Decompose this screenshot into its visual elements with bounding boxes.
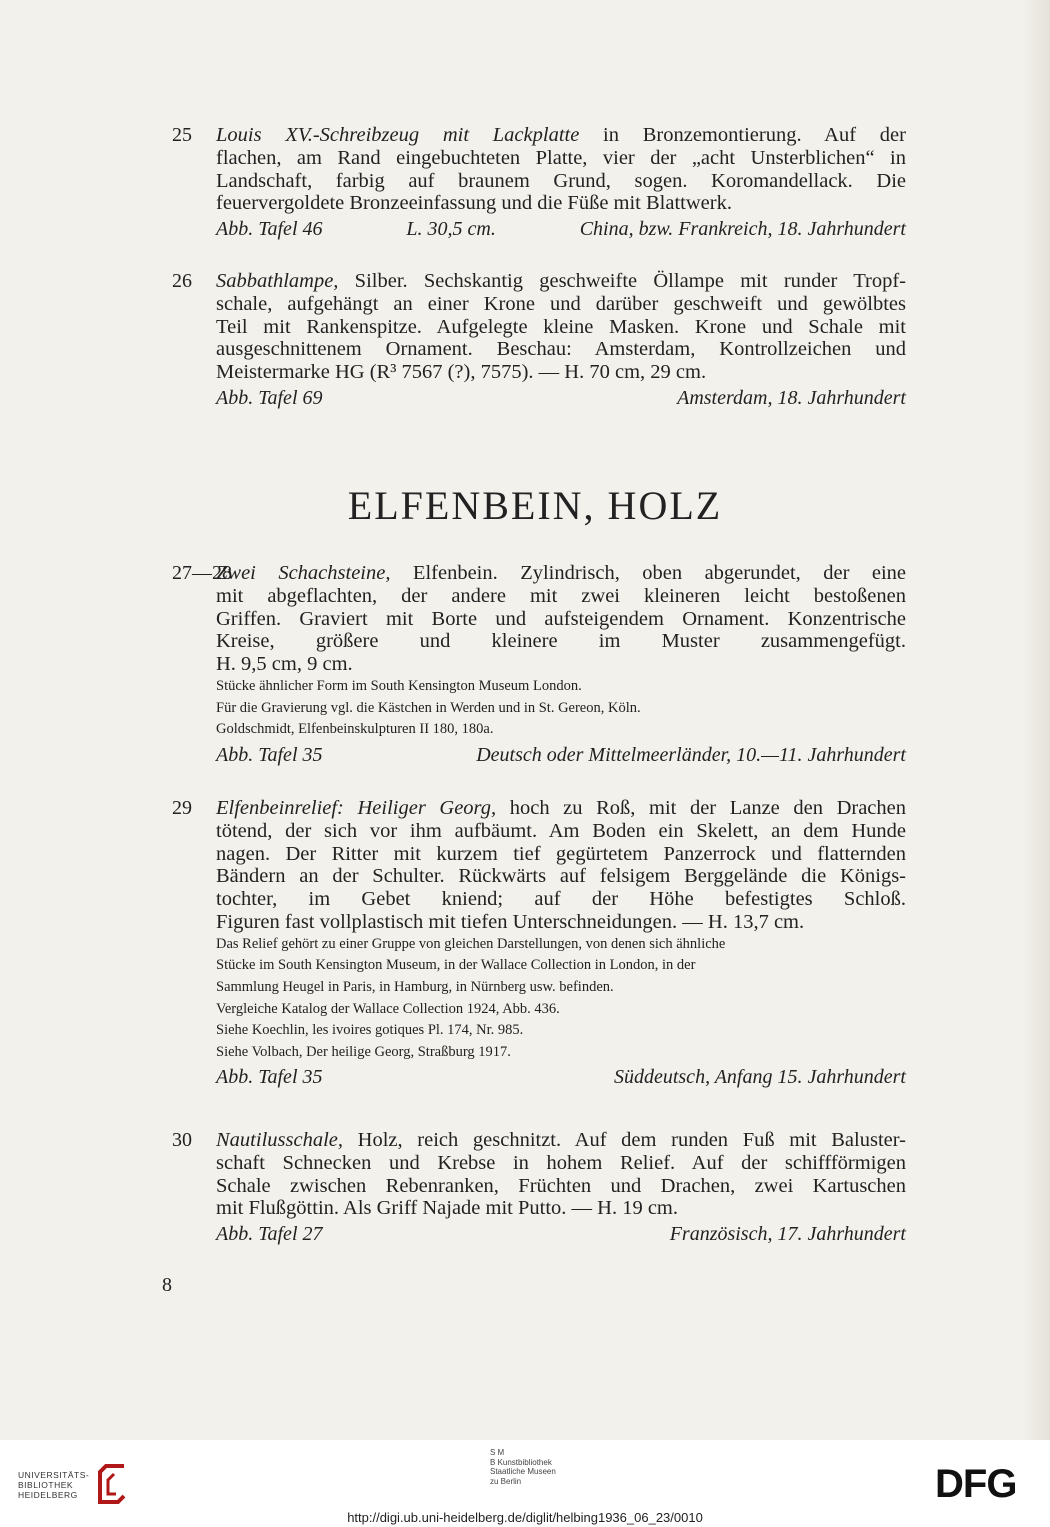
- entry-text: schaft Schnecken und Krebse in hohem Relief. Auf der schiffförmigen: [216, 1151, 906, 1174]
- university-logo-icon: [94, 1462, 134, 1506]
- entry-line: [216, 361, 906, 384]
- entry-line: [216, 653, 906, 676]
- entry-note: Siehe Volbach, Der heilige Georg, Straßburg 1917.: [216, 1043, 511, 1060]
- entry-line: [216, 888, 906, 911]
- entry-text: schale, aufgehängt an einer Krone und darüber geschweift und gewölbtes: [216, 292, 906, 315]
- entry-reference: Abb. Tafel 46: [216, 218, 323, 241]
- entry-title: Louis XV.-Schreibzeug mit Lackplatte: [216, 124, 580, 146]
- university-line: UNIVERSITÄTS-: [18, 1470, 90, 1480]
- entry-line: [216, 170, 906, 193]
- entry-note: Goldschmidt, Elfenbeinskulpturen II 180, 180a.: [216, 721, 494, 738]
- stamp-line: B Kunstbibliothek: [490, 1457, 552, 1467]
- entry-body: [216, 797, 906, 1089]
- entry-text: tötend, der sich vor ihm aufbäumt. Am Boden ein Skelett, an dem Hunde: [216, 819, 906, 842]
- entry-line: [216, 630, 906, 653]
- entry-line: [216, 338, 906, 361]
- university-line: BIBLIOTHEK: [18, 1480, 74, 1490]
- entry-text: Figuren fast vollplastisch mit tiefen Unterschneidungen. — H. 13,7 cm.: [216, 910, 805, 933]
- entry-body: [216, 270, 906, 410]
- entry-line: [216, 797, 906, 820]
- entry-text: mit abgeflachten, der andere mit zwei kleineren leicht bestoßenen: [216, 584, 906, 607]
- entry-text: Silber. Sechskantig geschweifte Öllampe mit runder Tropf-: [338, 270, 906, 292]
- stamp-line: zu Berlin: [490, 1476, 522, 1486]
- entry-text: ausgeschnittenem Ornament. Beschau: Amsterdam, Kontrollzeichen und: [216, 338, 906, 361]
- entry-number: 26: [172, 270, 192, 292]
- section-heading: ELFENBEIN, HOLZ: [347, 483, 723, 528]
- page-edge: [1022, 0, 1050, 1440]
- dfg-logo: DFG: [935, 1462, 1017, 1506]
- stamp-line: S M: [490, 1448, 505, 1457]
- entry-text: Griffen. Graviert mit Borte und aufsteigendem Ornament. Konzentrische: [216, 607, 906, 630]
- entry-reference: Amsterdam, 18. Jahrhundert: [677, 386, 906, 409]
- entry-line: [216, 820, 906, 843]
- entry-reference: Abb. Tafel 69: [216, 386, 323, 409]
- entry-line: [216, 192, 906, 215]
- entry-reference: Abb. Tafel 27: [216, 1223, 323, 1246]
- entry-text: Schale zwischen Rebenranken, Früchten und Drachen, zwei Kartuschen: [216, 1174, 906, 1197]
- entry-text: feuervergoldete Bronzeeinfassung und die Füße mit Blattwerk.: [216, 192, 732, 215]
- entry-body: [216, 562, 906, 767]
- entry-text: H. 9,5 cm, 9 cm.: [216, 653, 353, 676]
- entry-line: [216, 585, 906, 608]
- entry-title: Nautilusschale,: [216, 1129, 343, 1151]
- entry-text: nagen. Der Ritter mit kurzem tief gegürtetem Panzerrock und flatternden: [216, 842, 906, 865]
- entry-line: [216, 1152, 906, 1175]
- entry-reference: China, bzw. Frankreich, 18. Jahrhundert: [579, 218, 906, 241]
- footer-bar: [0, 1440, 1050, 1527]
- entry-text: hoch zu Roß, mit der Lanze den Drachen: [496, 797, 906, 819]
- entry-note: Für die Gravierung vgl. die Kästchen in Werden und in St. Gereon, Köln.: [216, 699, 641, 716]
- entry-reference-line: [216, 1223, 906, 1246]
- entry-title: Elfenbeinrelief: Heiliger Georg,: [216, 797, 497, 819]
- entry-number: 29: [172, 797, 192, 819]
- museum-stamp: [490, 1448, 556, 1486]
- entry-text: Teil mit Rankenspitze. Aufgelegte kleine Masken. Krone und Schale mit: [216, 315, 906, 338]
- entry-line: [216, 316, 906, 339]
- entry-text: Kreise, größere und kleinere im Muster zusammengefügt.: [216, 630, 906, 653]
- entry-line: [216, 865, 906, 888]
- entry-note: Stücke im South Kensington Museum, in der Wallace Collection in London, in der: [216, 957, 696, 974]
- entry-line: [216, 1197, 906, 1220]
- entry-text: Holz, reich geschnitzt. Auf dem runden Fuß mit Baluster-: [342, 1129, 906, 1151]
- entry-line: [216, 270, 906, 293]
- entry-line: [216, 147, 906, 170]
- entry-text: flachen, am Rand eingebuchteten Platte, vier der „acht Unsterblichen“ in: [216, 146, 906, 169]
- entry-number: 30: [172, 1129, 192, 1151]
- entry-text: tochter, im Gebet kniend; auf der Höhe befestigtes Schloß.: [216, 888, 906, 911]
- entry-reference: L. 30,5 cm.: [406, 218, 496, 241]
- entry-note: Sammlung Heugel in Paris, in Hamburg, in Nürnberg usw. befinden.: [216, 978, 614, 995]
- entry-reference-line: [216, 387, 906, 410]
- entry-text: Landschaft, farbig auf braunem Grund, sogen. Koromandellack. Die: [216, 169, 906, 192]
- page-number: 8: [162, 1274, 172, 1296]
- entry-reference: Französisch, 17. Jahrhundert: [669, 1223, 906, 1246]
- entry-text: mit Flußgöttin. Als Griff Najade mit Putto. — H. 19 cm.: [216, 1197, 679, 1220]
- entry-note: Das Relief gehört zu einer Gruppe von gleichen Darstellungen, von denen sich ähnliche: [216, 935, 726, 952]
- entry-body: [216, 124, 906, 241]
- entry-number: 27—28: [172, 562, 232, 584]
- entry-title: Sabbathlampe,: [216, 270, 339, 292]
- entry-number: 25: [172, 124, 192, 146]
- entry-text: Meistermarke HG (R³ 7567 (?), 7575). — H. 70 cm, 29 cm.: [216, 361, 707, 384]
- entry-title: Zwei Schachsteine,: [216, 562, 391, 584]
- entry-line: [216, 843, 906, 866]
- entry-body: [216, 1129, 906, 1246]
- stamp-line: Staatliche Museen: [490, 1467, 556, 1476]
- entry-line: [216, 911, 906, 934]
- entry-reference: Abb. Tafel 35: [216, 1066, 323, 1089]
- entry-reference: Deutsch oder Mittelmeerländer, 10.—11. Jahrhundert: [476, 743, 906, 766]
- entry-reference-line: [216, 744, 906, 767]
- entry-line: [216, 293, 906, 316]
- entry-line: [216, 562, 906, 585]
- entry-text: in Bronzemontierung. Auf der: [579, 124, 906, 146]
- entry-reference-line: [216, 218, 906, 241]
- entry-line: [216, 1129, 906, 1152]
- entry-note: Siehe Koechlin, les ivoires gotiques Pl. 174, Nr. 985.: [216, 1022, 524, 1039]
- entry-line: [216, 124, 906, 147]
- entry-text: Elfenbein. Zylindrisch, oben abgerundet, der eine: [390, 562, 906, 584]
- source-url[interactable]: http://digi.ub.uni-heidelberg.de/diglit/helbing1936_06_23/0010: [347, 1510, 703, 1525]
- entry-line: [216, 608, 906, 631]
- entry-reference: Süddeutsch, Anfang 15. Jahrhundert: [613, 1066, 906, 1089]
- entry-reference-line: [216, 1066, 906, 1089]
- university-library-label: [18, 1470, 89, 1500]
- entry-note: Stücke ähnlicher Form im South Kensington Museum London.: [216, 677, 582, 694]
- entry-text: Bändern an der Schulter. Rückwärts auf felsigem Berggelände die Königs-: [216, 865, 906, 888]
- entry-reference: Abb. Tafel 35: [216, 743, 323, 766]
- entry-line: [216, 1175, 906, 1198]
- entry-note: Vergleiche Katalog der Wallace Collection 1924, Abb. 436.: [216, 1000, 560, 1017]
- university-line: HEIDELBERG: [18, 1490, 78, 1500]
